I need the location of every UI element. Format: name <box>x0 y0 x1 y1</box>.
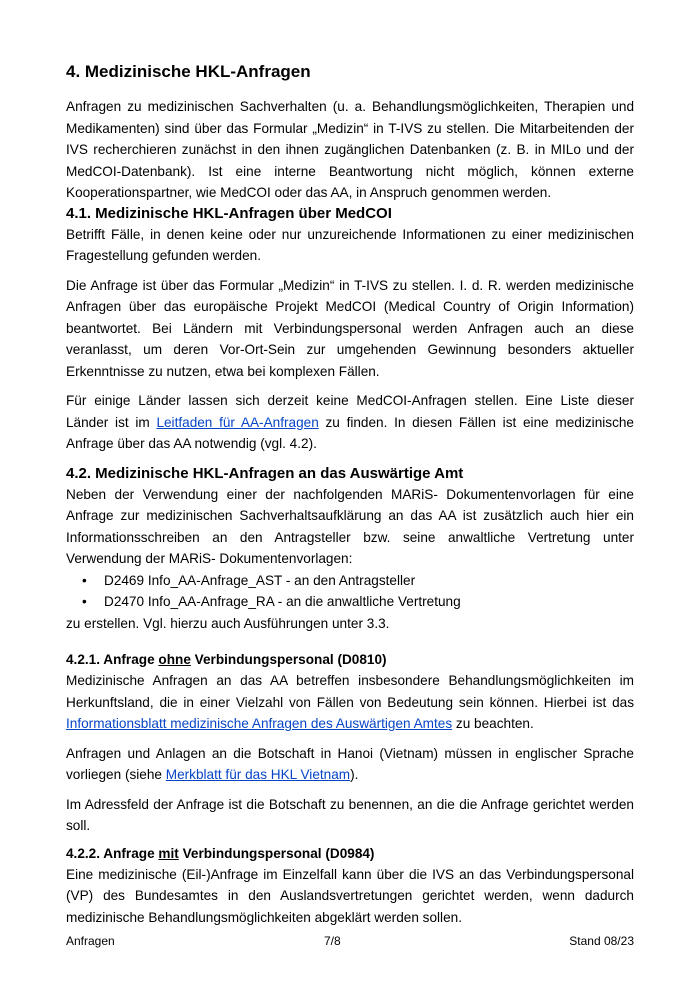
paragraph <box>66 670 634 735</box>
merkblatt-vietnam-link[interactable]: Merkblatt für das HKL Vietnam <box>165 767 351 782</box>
text-span: Für einige Länder lassen sich derzeit keine MedCOI-Anfragen stellen. Eine Liste dieser Länder ist im <box>66 393 634 430</box>
document-page <box>66 60 634 928</box>
leitfaden-aa-anfragen-link[interactable]: Leitfaden für AA-Anfragen <box>156 414 319 430</box>
text-span: 4.2.1. Anfrage <box>66 652 159 667</box>
list-item: • D2469 Info_AA-Anfrage_AST - an den Antragsteller <box>104 570 634 592</box>
page-number: 7/8 <box>324 934 341 948</box>
text-span: mit <box>158 845 179 861</box>
paragraph: Die Anfrage ist über das Formular „Medizin“ in T-IVS zu stellen. I. d. R. werden medizinische Anfragen über das europäische Projekt MedCOI (Medical Country of Origin Information) beantwortet. Bei Ländern mit Verbindungspersonal werden Anfragen auch an diese veranlasst, um deren Vor-Ort-Sein zur umgehenden Gewinnung besonders aktueller Erkenntnisse zu nutzen, etwa bei komplexen Fällen. <box>66 277 634 379</box>
footer-right: Stand 08/23 <box>569 934 634 948</box>
section-heading-4-2-2 <box>66 844 634 864</box>
text-span: ). <box>350 767 359 782</box>
section-heading-4-2-1 <box>66 650 634 670</box>
footer-left: Anfragen <box>66 934 115 948</box>
text-span: Verbindungspersonal (D0810) <box>190 652 387 667</box>
bullet-list <box>66 570 634 613</box>
paragraph: zu erstellen. Vgl. hierzu auch Ausführungen unter 3.3. <box>66 615 390 631</box>
paragraph: Betrifft Fälle, in denen keine oder nur unzureichende Informationen zu einer medizinischen Fragestellung gefunden werden. <box>66 226 634 263</box>
section-4-2-1 <box>66 650 634 837</box>
section-heading-4: 4. Medizinische HKL-Anfragen <box>66 62 311 81</box>
text-span: zu beachten. <box>452 716 534 731</box>
text-span: ohne <box>158 652 191 667</box>
section-4-2-2 <box>66 844 634 929</box>
paragraph: Eine medizinische (Eil-)Anfrage im Einzelfall kann über die IVS an das Verbindungspersonal (VP) des Bundesamtes in den Auslandsvertretungen gerichtet werden, wenn dadurch medizinische Behandlungsmöglichkeiten abgeklärt werden sollen. <box>66 866 634 925</box>
section-heading-4-2: 4.2. Medizinische HKL-Anfragen an das Auswärtige Amt <box>66 464 464 482</box>
section-heading-4-1: 4.1. Medizinische HKL-Anfragen über MedCOI <box>66 204 392 222</box>
section-4-1 <box>66 204 634 455</box>
paragraph: Neben der Verwendung einer der nachfolgenden MARiS- Dokumentenvorlagen für eine Anfrage zur medizinischen Sachverhaltsaufklärung an das AA ist zusätzlich auch hier ein Informationsschreiben an den Antragsteller bzw. seine anwaltliche Vertretung unter Verwendung der MARiS- Dokumentenvorlagen: <box>66 486 634 566</box>
text-span: Anfragen und Anlagen an die Botschaft in Hanoi (Vietnam) müssen in englischer Sprache vorliegen (siehe <box>66 745 634 782</box>
paragraph <box>66 743 634 786</box>
informationsblatt-link[interactable]: Informationsblatt medizinische Anfragen des Auswärtigen Amtes <box>66 716 453 731</box>
text-span: 4.2.2. Anfrage <box>66 845 159 861</box>
paragraph <box>66 390 634 455</box>
text-span: zu finden. In diesen Fällen ist eine medizinische Anfrage über das AA notwendig (vgl. 4.2). <box>66 414 634 451</box>
text-span: Verbindungspersonal (D0984) <box>178 845 375 861</box>
intro-paragraph: Anfragen zu medizinischen Sachverhalten (u. a. Behandlungsmöglichkeiten, Therapien und Medikamenten) sind über das Formular „Medizin“ in T-IVS zu stellen. Die Mitarbeitenden der IVS recherchieren zunächst in den ihnen zugänglichen Datenbanken (z. B. in MILo und der MedCOI-Datenbank). Ist eine interne Beantwortung nicht möglich, können externe Kooperationspartner, wie MedCOI oder das AA, in Anspruch genommen werden. <box>66 99 634 200</box>
paragraph: Im Adressfeld der Anfrage ist die Botschaft zu benennen, an die die Anfrage gerichtet werden soll. <box>66 796 634 833</box>
text-span: Medizinische Anfragen an das AA betreffen insbesondere Behandlungsmöglichkeiten im Herkunftsland, die in einer Vielzahl von Fällen von Bedeutung sein können. Hierbei ist das <box>66 673 634 710</box>
list-item: • D2470 Info_AA-Anfrage_RA - an die anwaltliche Vertretung <box>104 591 634 613</box>
section-4-2 <box>66 464 634 635</box>
